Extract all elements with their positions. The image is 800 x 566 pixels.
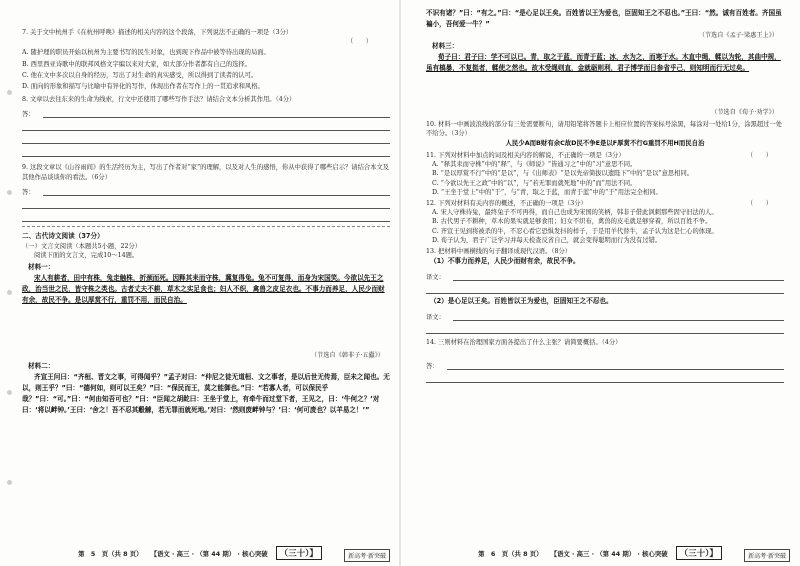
answer-rule[interactable] [22,196,390,209]
answer-rule[interactable] [426,370,784,383]
q12-option-b: B. 古代男子不耕种，草木的果实就足够食用；妇女不织布，禽兽的皮毛就足够穿着，所以百姓不争。 [432,218,712,226]
q7-option-d: D. 面向的形象和描写与比喻中有异化的写作，体现出作者在写作上的一贯追求和风格。 [22,83,264,91]
q13-stem: 13. 把材料中画横线的句子翻译成现代汉语。（8分） [426,248,572,256]
answer-rule[interactable] [426,321,784,334]
material-1-source: （节选自《韩非子·五蠹》） [310,352,384,360]
issue-stamp: （三十）】 [676,546,722,560]
section-2-heading: 二、古代诗文阅读（37分） [22,231,104,240]
answer-rule[interactable] [22,144,390,157]
answer-rule[interactable] [22,131,390,144]
q10-stem: 10. 材料一中画波浪线的部分有三处需要断句，请用铅笔将答题卡上相应位置的答案标号涂黑，每涂对一处给1分，涂黑超过一处不给分。（3分） [426,121,783,138]
page-number: 第 6 页（共 8 页） [478,549,543,558]
answer-rule[interactable] [426,281,784,294]
q12-option-c: C. 齐宣王见到将被杀的牛，不忍心看它恐惧发抖的样子，于是用羊代替牛，孟子认为这是仁心的体现。 [432,227,718,235]
q12-option-d: D. 荀子认为，君子广泛学习并每天检查反省自己，就会变得聪明而行为没有过错。 [432,236,662,244]
q7-paren: （ ） [346,38,372,46]
material-2-continued: 不识有诸？”曰：“有之。”曰：“是心足以王矣。百姓皆以王为爱也，臣固知王之不忍也。”王曰：“然。诚有百姓者。齐国虽褊小，吾何爱一牛？” [426,9,782,28]
material-3-text: 荀子曰：君子曰：学不可以已。青，取之于蓝，而青于蓝；冰，水为之，而寒于水。木直中绳，輮以为轮，其曲中规，虽有槁暴，不复挺者，輮使之然也。故木受绳则直，金就砺则利，君子博学而日参省乎己，则知明而行无过矣。 [426,53,781,72]
q7-option-a: A. 随护理的职员开始以杭州为主要书写的民生对象，也到现下作品中被等待出现的局面。 [22,49,270,57]
answer-rule[interactable] [22,118,390,131]
q8-answer-line[interactable]: 答： [22,104,390,118]
issue-stamp: （三十）】 [276,546,322,560]
q8-stem: 8. 文章以去往东来的生命为线索，行文中还使用了哪些写作手法？请结合文本分析其作用。（4分） [22,96,296,104]
section-2-subheading: （一）文言文阅读（本题共5小题，22分） [22,242,142,250]
q13-sentence-1: （1）不事力而养足，人民少而财有余，故民不争。 [430,257,580,266]
q13-translation-1[interactable]: 译文： [426,267,784,281]
material-3-label: 材料三： [432,42,459,50]
q11-option-d: D. “王坐于堂上”中的“于”，与“青，取之于蓝，而青于蓝”中的“于”用法完全相同。 [432,188,662,196]
q9-stem: 9. 这段文章以《山谷雨间》的生活经历为主，写出了作者对“家”的理解，以及对人生的感悟，你从中获得了哪些启示？请结合本文及其他作品谈谈你的看法。（6分） [22,164,390,181]
footer-title: 【语文 · 高三 · （第 44 期） · 核心突破 [550,549,668,558]
q7-stem: 7. 关于文中杭州手《在杭州呼唤》描述的相关内容的这个段落，下列说法不正确的一项是（3分） [22,29,293,36]
section-divider [22,226,390,227]
section-2-instruction: 阅读下面的文言文，完成10～14题。 [34,252,139,260]
q12-option-a: A. 宋人守株待兔，最终兔子不可再得，而自己也成为宋国的笑柄，韩非子借此讽刺那些固守旧法的人。 [432,209,718,217]
q11-stem: 11. 下列对材料中加点的词及相关内容的解说，不正确的一项是（3分） （ ） [426,152,772,159]
material-2-text: 齐宣王问曰：“齐桓、晋文之事，可得闻乎？”孟子对曰：“仲尼之徒无道桓、文之事者，是以后世无传焉，臣未之闻也。无以，则王乎？”曰：“德何如，则可以王矣？”曰：“保民而王，莫之能御也。”曰：“若寡人者，可以保民乎哉？”曰：“可。”曰：“何由知吾可也？”曰：“臣闻之胡龁曰：王坐于堂上，有牵牛而过堂下者，王见之，曰：‘牛何之？’对曰：‘将以衅钟。’王曰：‘舍之！吾不忍其觳觫，若无罪而就死地。’对曰：‘然则废衅钟与？’曰：‘何可废也？以羊易之！’” [22,373,390,415]
material-1-label: 材料一： [28,263,55,272]
publisher-logo: 新高考·新突破 [344,549,390,562]
material-3-source: （节选自《荀子·劝学》） [711,109,778,116]
material-2-source: （节选自《孟子·梁惠王上》） [698,32,778,39]
page-6-footer [400,546,800,560]
q11-option-b: B. “是以厚赏不行”中的“是以”，与《出师表》“是以先帝简拔以遗陛下”中的“是以”意思相同。 [432,170,694,178]
q11-option-a: A. “释其耒而守株”中的“释”，与《师说》“皆通习之”中的“习”意思不同。 [432,161,637,169]
publisher-logo: 新高考·新突破 [744,549,790,562]
page-6 [400,0,800,566]
answer-rule[interactable] [22,209,390,222]
q7-option-b: B. 西里西亚诗歌中的联邦风格文字编以来对大家，如大部分作者都有自己的选择。 [22,60,252,68]
q11-option-c: C. “今欲以先王之政”中的“以”，与“若无罪而就死地”中的“而”用法不同。 [432,179,637,187]
page-5-footer [0,546,400,560]
page-number: 第 5 页（共 8 页） [78,549,143,558]
q13-translation-2[interactable]: 译文： [426,307,784,321]
q9-answer-line[interactable]: 答： [22,182,390,196]
footer-title: 【语文 · 高三 · （第 44 期） · 核心突破 [150,549,268,558]
q14-answer-line[interactable]: 答： [426,356,784,370]
material-1-text: 宋人有耕者，田中有株，兔走触株，折颈而死。因释其耒而守株，冀复得兔。兔不可复得，而身为宋国笑。今欲以先王之政，治当世之民，皆守株之类也。古者丈夫不耕，草木之实足食也；妇人不织，禽兽之皮足衣也。不事力而养足，人民少而财有余，故民不争。是以厚赏不行，重罚不用，而民自治。 [22,274,385,305]
q14-stem: 14. 三则材料在治理国家方面各提出了什么主张？请简要概括。（4分） [426,339,622,347]
q7-option-c: C. 他在文中多次以自身的经历，写出了对生命的真实感受，所以得到了读者的认可。 [22,71,258,79]
q13-sentence-2: （2）是心足以王矣。百姓皆以王为爱也，臣固知王之不忍也。 [430,297,613,306]
q10-sentence[interactable]: 人民少A而B财有余C故D民不争E是以F厚赏不行G重罚不用H而民自治 [505,139,705,147]
q12-stem: 12. 下列对材料有关内容的概述，不正确的一项是（3分） （ ） [426,200,772,208]
material-2-label: 材料二： [28,362,55,371]
